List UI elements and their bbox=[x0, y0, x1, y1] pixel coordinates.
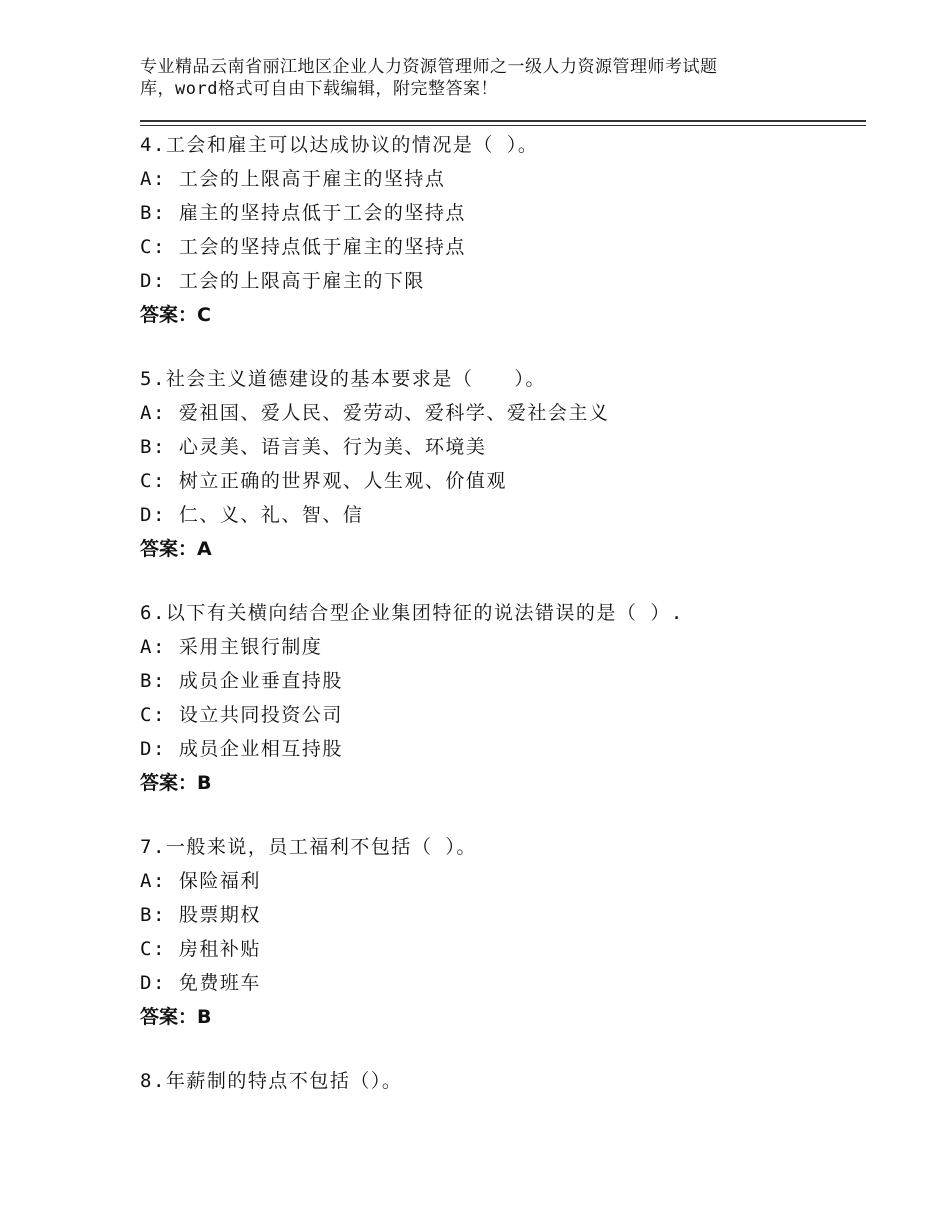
option-c: C: 树立正确的世界观、人生观、价值观 bbox=[140, 470, 507, 492]
question-6 bbox=[140, 596, 866, 800]
document-header bbox=[140, 56, 840, 100]
question-stem: 8.年薪制的特点不包括（）。 bbox=[140, 1070, 403, 1092]
option-c: C: 房租补贴 bbox=[140, 938, 261, 960]
question-stem: 5.社会主义道德建设的基本要求是（ ）。 bbox=[140, 368, 546, 390]
header-line-1: 专业精品云南省丽江地区企业人力资源管理师之一级人力资源管理师考试题 bbox=[140, 57, 718, 77]
question-stem: 4.工会和雇主可以达成协议的情况是（ ）。 bbox=[140, 134, 539, 156]
option-a: A: 工会的上限高于雇主的坚持点 bbox=[140, 168, 446, 190]
question-4 bbox=[140, 128, 866, 332]
question-7 bbox=[140, 830, 866, 1034]
option-a: A: 爱祖国、爱人民、爱劳动、爱科学、爱社会主义 bbox=[140, 402, 610, 424]
header-rule-thin bbox=[140, 125, 866, 126]
option-b: B: 股票期权 bbox=[140, 904, 261, 926]
option-c: C: 设立共同投资公司 bbox=[140, 704, 343, 726]
option-b: B: 心灵美、语言美、行为美、环境美 bbox=[140, 436, 487, 458]
option-d: D: 工会的上限高于雇主的下限 bbox=[140, 270, 425, 292]
question-list bbox=[140, 128, 866, 1128]
answer-label: 答案：B bbox=[140, 1006, 212, 1028]
option-b: B: 成员企业垂直持股 bbox=[140, 670, 343, 692]
question-stem: 6.以下有关横向结合型企业集团特征的说法错误的是（ ）. bbox=[140, 602, 684, 624]
option-b: B: 雇主的坚持点低于工会的坚持点 bbox=[140, 202, 466, 224]
option-a: A: 采用主银行制度 bbox=[140, 636, 323, 658]
option-d: D: 成员企业相互持股 bbox=[140, 738, 343, 760]
option-d: D: 仁、义、礼、智、信 bbox=[140, 504, 364, 526]
answer-label: 答案：C bbox=[140, 304, 211, 326]
answer-label: 答案：B bbox=[140, 772, 212, 794]
question-stem: 7.一般来说，员工福利不包括（ ）。 bbox=[140, 836, 477, 858]
header-rule-thick bbox=[140, 120, 866, 122]
header-line-2: 库，word格式可自由下载编辑，附完整答案！ bbox=[140, 79, 498, 99]
question-5 bbox=[140, 362, 866, 566]
option-d: D: 免费班车 bbox=[140, 972, 261, 994]
question-8 bbox=[140, 1064, 866, 1098]
answer-label: 答案：A bbox=[140, 538, 212, 560]
option-a: A: 保险福利 bbox=[140, 870, 261, 892]
option-c: C: 工会的坚持点低于雇主的坚持点 bbox=[140, 236, 466, 258]
